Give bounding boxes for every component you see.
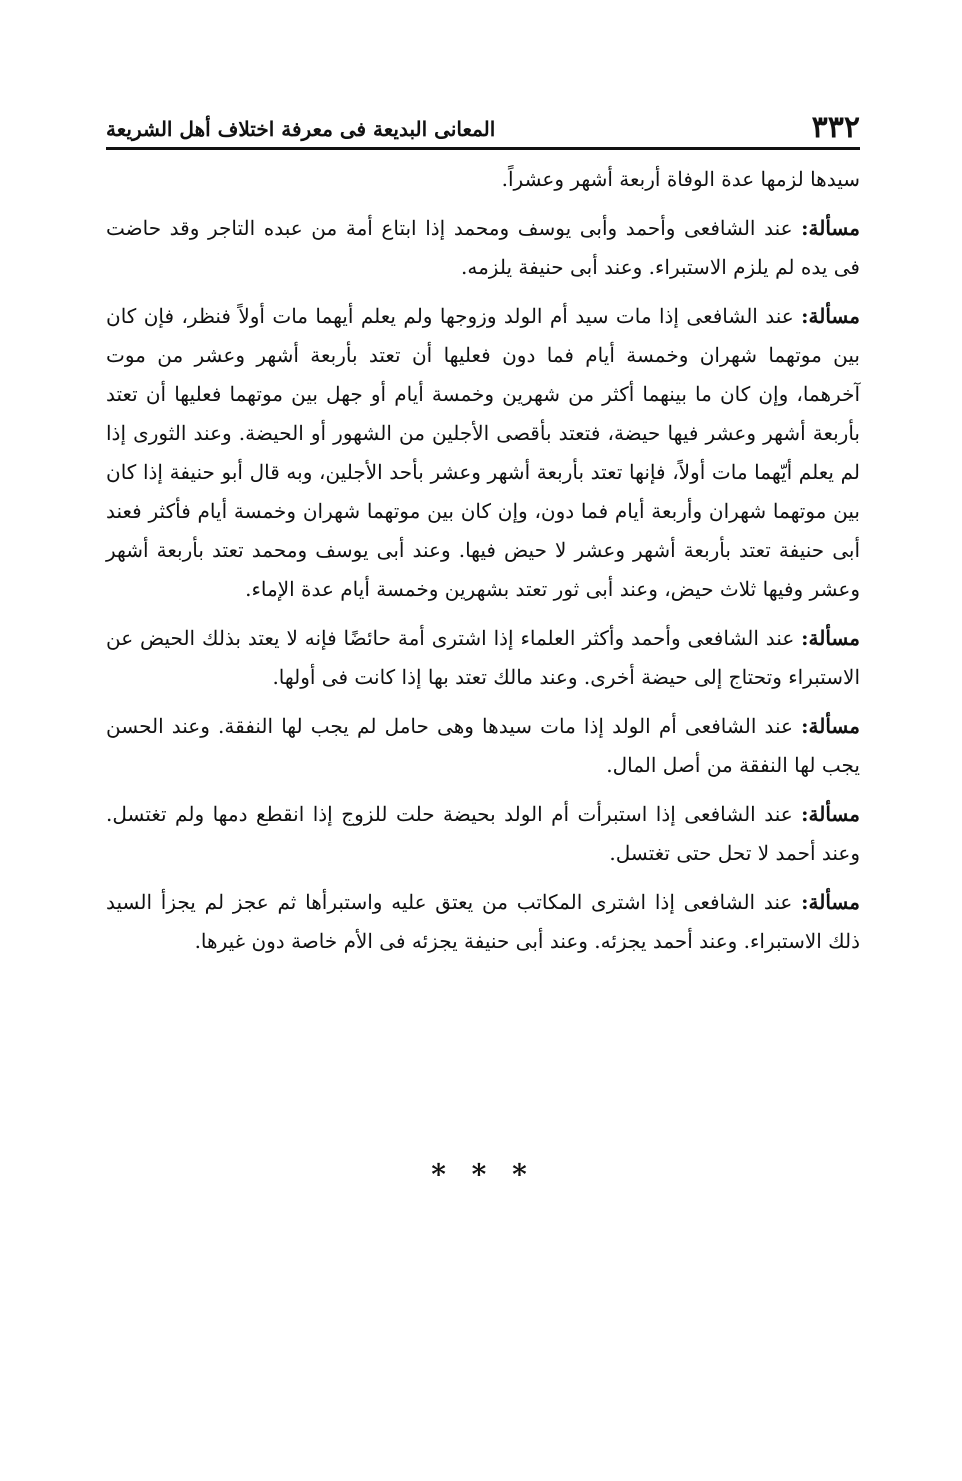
masala-text: عند الشافعى وأحمد وأبى يوسف ومحمد إذا ابتاع أمة من عبده التاجر وقد حاضت فى يده لم يلزم الاستبراء. وعند أبى حنيفة يلزمه. <box>106 216 860 279</box>
intro-paragraph: سيدها لزمها عدة الوفاة أربعة أشهر وعشراً. <box>501 167 860 191</box>
masala-text: عند الشافعى أم الولد إذا مات سيدها وهى حامل لم يجب لها النفقة. وعند الحسن يجب لها النفقة من أصل المال. <box>106 714 860 777</box>
masala-label: مسألة: <box>801 890 860 914</box>
masala-text: عند الشافعى إذا اشترى المكاتب من يعتق عليه واستبرأها ثم عجز لم يجزأ السيد ذلك الاستبراء. وعند أحمد يجزئه. وعند أبى حنيفة يجزئه فى الأم خاصة دون غيرها. <box>106 890 860 953</box>
masala-paragraph <box>106 707 860 785</box>
section-end-ornament: * * * <box>431 1158 535 1191</box>
page-number: ٣٣٢ <box>811 110 860 145</box>
masala-label: مسألة: <box>801 626 860 650</box>
running-title: المعانى البديعة فى معرفة اختلاف أهل الشريعة <box>106 117 496 141</box>
masala-text: عند الشافعى إذا استبرأت أم الولد بحيضة حلت للزوج إذا انقطع دمها ولم تغتسل. وعند أحمد لا تحل حتى تغتسل. <box>106 802 860 865</box>
page-header <box>106 100 860 146</box>
masala-paragraph <box>106 795 860 873</box>
masala-paragraph <box>106 619 860 697</box>
masala-label: مسألة: <box>801 714 860 738</box>
header-rule <box>106 147 860 150</box>
page-body <box>106 160 860 971</box>
masala-label: مسألة: <box>801 802 860 826</box>
masala-paragraph <box>106 883 860 961</box>
masala-text: عند الشافعى وأحمد وأكثر العلماء إذا اشترى أمة حائضًا فإنه لا يعتد بذلك الحيض عن الاستبراء وتحتاج إلى حيضة أخرى. وعند مالك تعتد بها إذا كانت فى أولها. <box>106 626 860 689</box>
masala-label: مسألة: <box>801 304 860 328</box>
masala-paragraph <box>106 209 860 287</box>
masala-text: عند الشافعى إذا مات سيد أم الولد وزوجها ولم يعلم أيهما مات أولاً فنظر، فإن كان بين موتهما شهران وخمسة أيام فما دون فعليها أن تعتد بأربعة أشهر وعشر من موت آخرهما، وإن كان ما بينهما أكثر من شهرين وخمسة أيام أو جهل بين موتهما فعليها أن تعتد بأربعة أشهر وعشر فيها حيضة، فتعتد بأقصى الأجلين من الشهور أو الحيضة. وعند الثورى إذا لم يعلم أيّهما مات أولاً، فإنها تعتد بأربعة أشهر وعشر بأحد الأجلين، وبه قال أبو حنيفة إذا كان بين موتهما شهران وأربعة أيام فما دون، وإن كان بين موتهما شهران وخمسة أيام فأكثر فعند أبى حنيفة تعتد بأربعة أشهر وعشر لا حيض فيها. وعند أبى يوسف ومحمد تعتد بأربعة أشهر وعشر وفيها ثلاث حيض، وعند أبى ثور تعتد بشهرين وخمسة أيام عدة الإماء. <box>106 304 861 601</box>
masala-paragraph <box>106 297 860 609</box>
masala-label: مسألة: <box>801 216 860 240</box>
